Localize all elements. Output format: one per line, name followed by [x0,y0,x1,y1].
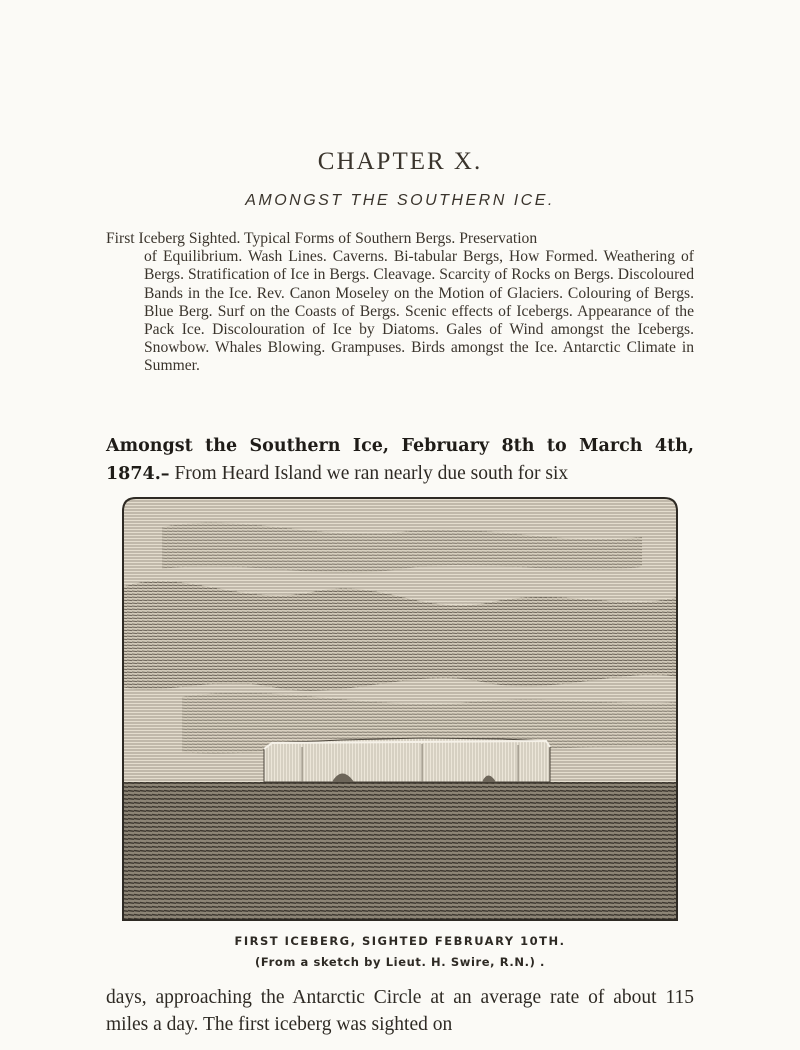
chapter-title: CHAPTER X. [317,148,483,175]
opening-paragraph [106,432,694,488]
figure-credit: (From a sketch by Lieut. H. Swire, R.N.) . [255,955,545,969]
figure-caption: FIRST ICEBERG, SIGHTED FEBRUARY 10TH. [234,934,566,948]
iceberg-engraving [122,497,678,921]
section-lead-heading: Amongst the Southern Ice, February 8th to March 4th, 1874.– [106,436,694,484]
paragraph-text: From Heard Island we ran nearly due south for six [169,463,569,484]
synopsis-first-line: First Iceberg Sighted. Typical Forms of Southern Bergs. Preservation [106,230,538,247]
chapter-subtitle: AMONGST THE SOUTHERN ICE. [245,192,555,209]
continuation-paragraph: days, approaching the Antarctic Circle at an average rate of about 115 miles a day. The first iceberg was sighted on [106,987,694,1035]
synopsis-continuation: of Equilibrium. Wash Lines. Caverns. Bi-tabular Bergs, How Formed. Weathering of Bergs. Stratification of Ice in Bergs. Cleavage. Scarcity of Rocks on Bergs. Discoloured Bands in the Ice. Rev. Canon Moseley on the Motion of Glaciers. Colouring of Bergs. Blue Berg. Surf on the Coasts of Bergs. Scenic effects of Icebergs. Appearance of the Pack Ice. Discolouration of Ice by Diatoms. Gales of Wind amongst the Icebergs. Snowbow. Whales Blowing. Grampuses. Birds amongst the Ice. Antarctic Climate in Summer. [144,248,694,375]
chapter-synopsis [106,230,694,376]
